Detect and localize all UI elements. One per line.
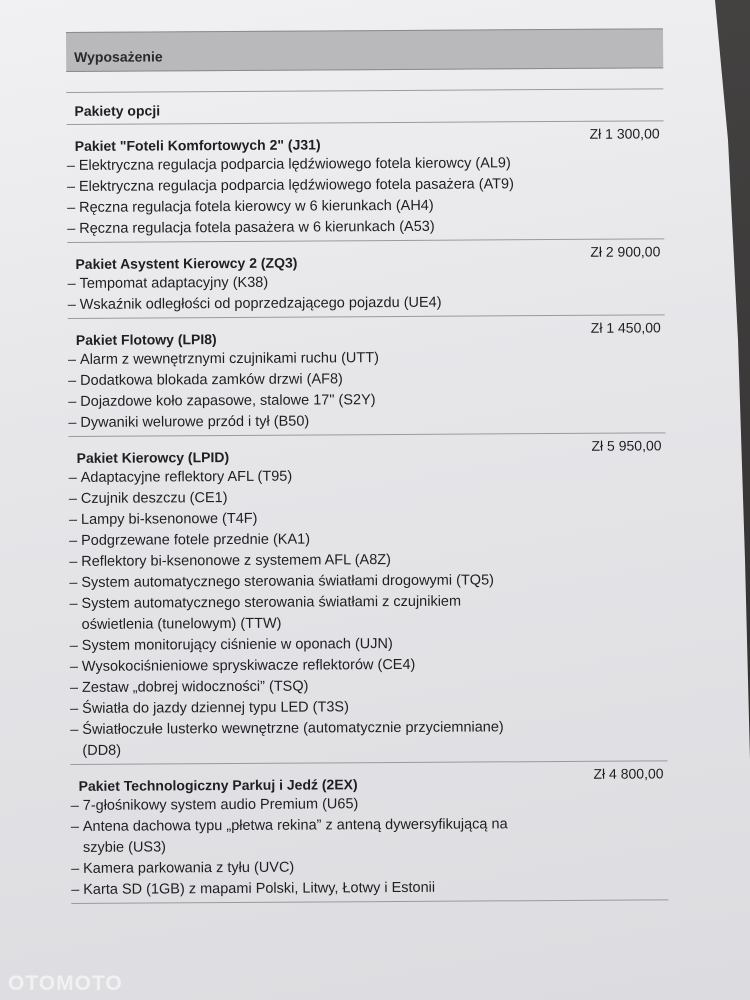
list-item: – System automatycznego sterowania światłami drogowymi (TQ5) — [69, 572, 495, 591]
list-item: – Światłoczułe lusterko wewnętrzne (automatycznie przyciemniane) (DD8) — [70, 719, 504, 759]
list-item: – Wskaźnik odległości od poprzedzającego pojazdu (UE4) — [67, 294, 442, 313]
list-item: – System automatycznego sterowania światłami z czujnikiem oświetlenia (tunelowym) (TTW) — [69, 593, 462, 633]
list-item: – System monitorujący ciśnienie w oponach (UJN) — [69, 636, 393, 654]
watermark-logo: OTOMOTO — [8, 972, 123, 995]
package-zq3 — [67, 239, 664, 319]
list-item: – Ręczna regulacja fotela pasażera w 6 kierunkach (A53) — [67, 218, 435, 237]
package-title: Pakiet Asystent Kierowcy 2 (ZQ3) — [75, 254, 298, 272]
list-item: – Podgrzewane fotele przednie (KA1) — [69, 531, 311, 549]
package-price: Zł 1 450,00 — [590, 319, 661, 336]
package-2ex — [70, 761, 668, 904]
section-title — [66, 89, 663, 125]
list-item: – Antena dachowa typu „płetwa rekina” z anteną dywersyfikującą na szybie (US3) — [70, 816, 508, 856]
list-item: – Czujnik deszczu (CE1) — [68, 490, 228, 507]
package-title: Pakiet Technologiczny Parkuj i Jedź (2EX) — [78, 776, 358, 794]
header-title: Wyposażenie — [74, 48, 163, 65]
list-item: – Karta SD (1GB) z mapami Polski, Litwy, Łotwy i Estonii — [71, 879, 436, 898]
list-item: – Adaptacyjne reflektory AFL (T95) — [68, 468, 293, 486]
list-item: – Dojazdowe koło zapasowe, stalowe 17" (S2Y) — [68, 392, 376, 410]
list-item: – 7-głośnikowy system audio Premium (U65) — [70, 796, 359, 814]
list-item: – Elektryczna regulacja podparcia lędźwiowego fotela pasażera (AT9) — [66, 176, 514, 195]
package-price: Zł 5 950,00 — [591, 437, 662, 454]
list-item: – Zestaw „dobrej widoczności” (TSQ) — [69, 678, 309, 696]
list-item: – Reflektory bi-ksenonowe z systemem AFL (A8Z) — [69, 552, 391, 570]
package-price: Zł 1 300,00 — [589, 125, 660, 142]
package-lpi8 — [68, 315, 666, 437]
section-title-text: Pakiety opcji — [74, 102, 161, 119]
list-item: – Dodatkowa blokada zamków drzwi (AF8) — [68, 371, 343, 389]
package-j31 — [67, 121, 665, 243]
package-lpid — [68, 433, 667, 765]
list-item: – Kamera parkowania z tyłu (UVC) — [71, 859, 295, 877]
package-price: Zł 4 800,00 — [593, 765, 664, 782]
package-title: Pakiet Kierowcy (LPID) — [76, 449, 230, 466]
list-item: – Światła do jazdy dziennej typu LED (T3S) — [70, 699, 349, 717]
package-price: Zł 2 900,00 — [590, 243, 661, 260]
list-item: – Dywaniki welurowe przód i tył (B50) — [68, 413, 310, 431]
list-item: – Ręczna regulacja fotela kierowcy w 6 kierunkach (AH4) — [67, 197, 434, 216]
package-title: Pakiet "Foteli Komfortowych 2" (J31) — [74, 136, 321, 154]
list-item: – Alarm z wewnętrznymi czujnikami ruchu (UTT) — [67, 350, 379, 368]
list-item: – Wysokociśnieniowe spryskiwacze reflektorów (CE4) — [69, 656, 416, 675]
list-item: – Lampy bi-ksenonowe (T4F) — [68, 510, 258, 528]
package-title: Pakiet Flotowy (LPI8) — [75, 331, 217, 348]
equipment-document — [66, 28, 668, 904]
list-item: – Tempomat adaptacyjny (K38) — [67, 274, 269, 292]
list-item: – Elektryczna regulacja podparcia lędźwiowego fotela kierowcy (AL9) — [66, 155, 511, 174]
document-header — [66, 28, 663, 72]
